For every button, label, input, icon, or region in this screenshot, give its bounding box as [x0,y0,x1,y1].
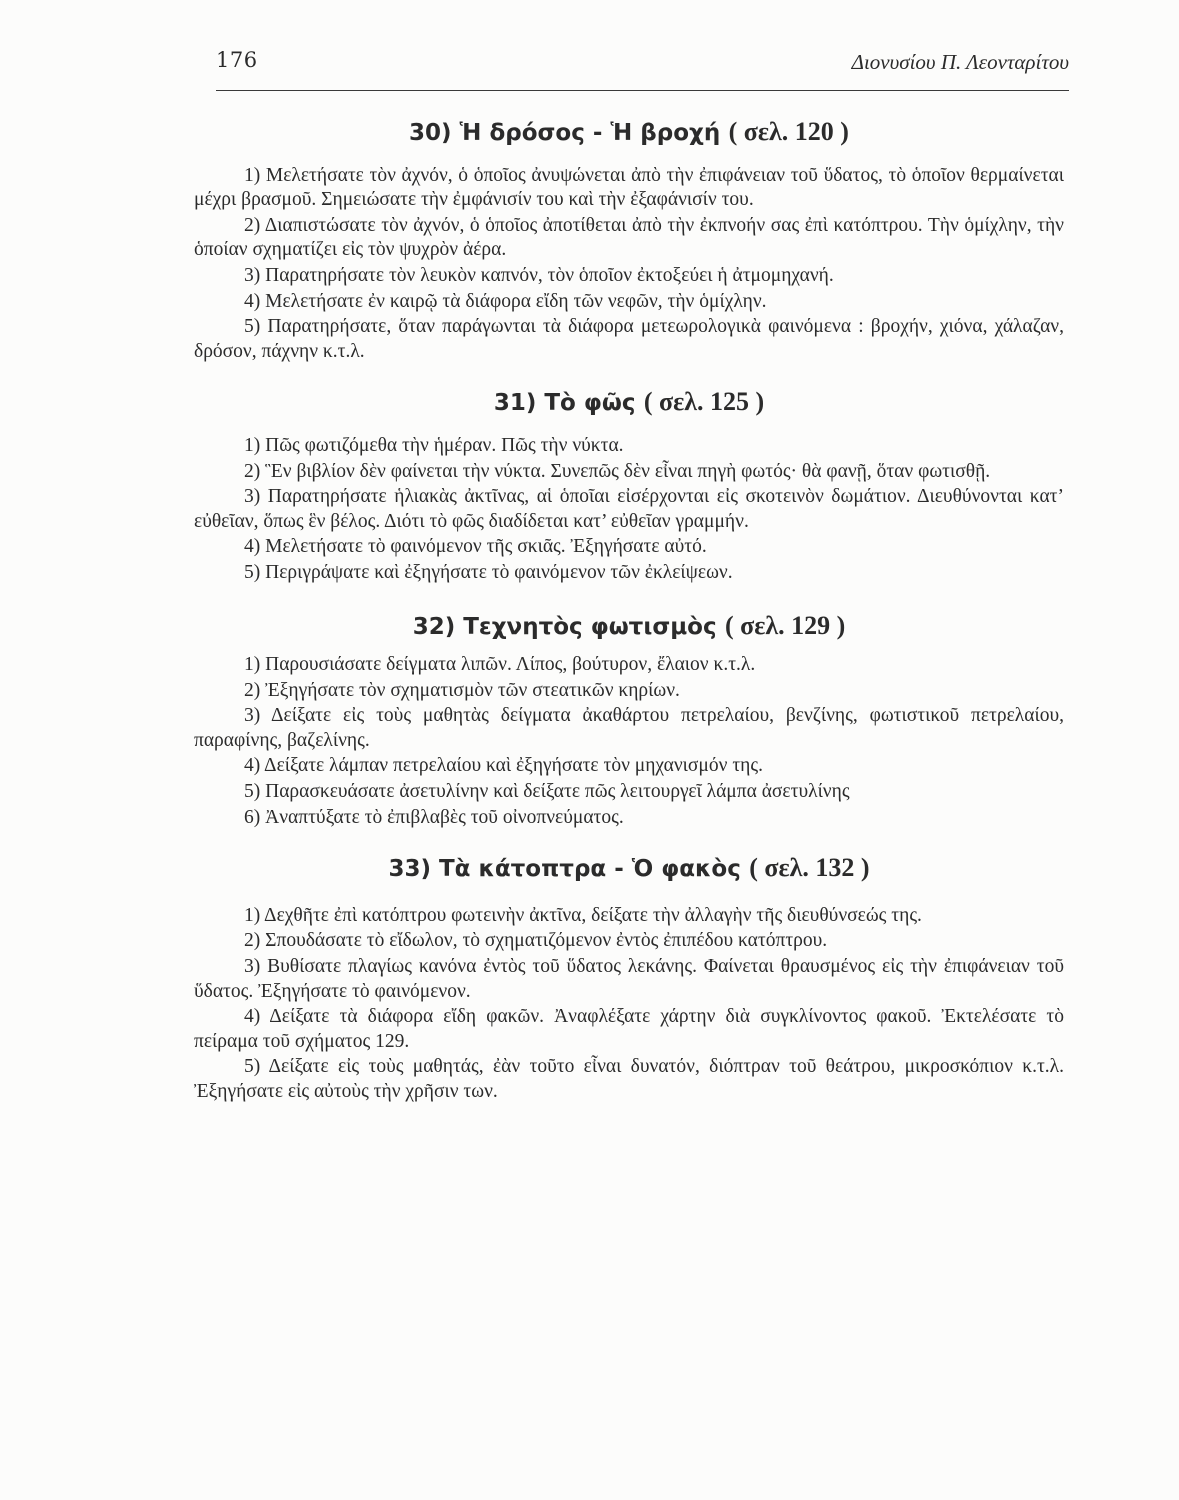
section-title: 32) Τεχνητὸς φωτισμὸς [412,613,717,640]
exercise-list [194,904,1064,1105]
exercise-item: 4) Δείξατε λάμπαν πετρελαίου καὶ ἐξηγήσατε τὸν μηχανισμόν της. [244,755,763,777]
page-header [216,46,1069,91]
exercise-item: 5) Περιγράψατε καὶ ἐξηγήσατε τὸ φαινόμενον τῶν ἐκλείψεων. [244,561,733,583]
exercise-list [194,653,1064,830]
exercise-item: 5) Δείξατε εἰς τοὺς μαθητάς, ἐὰν τοῦτο εἶναι δυνατόν, διόπτραν τοῦ θεάτρου, μικροσκόπιον κ.τ.λ. Ἐξηγήσατε εἰς αὐτοὺς τὴν χρῆσιν των. [194,1056,1064,1102]
exercise-item: 2) Διαπιστώσατε τὸν ἀχνόν, ὁ ὁποῖος ἀποτίθεται ἀπὸ τὴν ἐκπνοήν σας ἐπὶ κατόπτρου. Τὴν ὁμίχλην, τὴν ὁποίαν σχηματίζει εἰς τὸν ψυχρὸν ἀέρα. [194,214,1064,261]
section-31 [194,386,1064,585]
exercise-item: 3) Παρατηρήσατε τὸν λευκὸν καπνόν, τὸν ὁποῖον ἐκτοξεύει ἡ ἀτμομηχανή. [244,264,834,286]
section-heading [194,852,1064,884]
exercise-item: 2) Ἓν βιβλίον δὲν φαίνεται τὴν νύκτα. Συνεπῶς δὲν εἶναι πηγὴ φωτός· θὰ φανῇ, ὅταν φωτισθῇ. [244,460,991,482]
section-heading [194,386,1064,418]
exercise-item: 3) Βυθίσατε πλαγίως κανόνα ἐντὸς τοῦ ὕδατος λεκάνης. Φαίνεται θραυσμένος εἰς τὴν ἐπιφάνειαν τοῦ ὕδατος. Ἐξηγήσατε τὸ φαινόμενον. [194,956,1064,1002]
section-page-ref: ( σελ. 132 ) [749,853,870,883]
page-body [194,112,1064,1105]
exercise-item: 1) Δεχθῆτε ἐπὶ κατόπτρου φωτεινὴν ἀκτῖνα, δείξατε τὴν ἀλλαγὴν τῆς διευθύνσεώς της. [244,904,922,926]
exercise-item: 1) Πῶς φωτιζόμεθα τὴν ἡμέραν. Πῶς τὴν νύκτα. [244,434,624,456]
exercise-item: 5) Παρασκευάσατε ἀσετυλίνην καὶ δείξατε πῶς λειτουργεῖ λάμπα ἀσετυλίνης [244,781,850,803]
section-33 [194,852,1064,1104]
section-page-ref: ( σελ. 129 ) [724,610,846,640]
section-32 [194,610,1064,831]
section-page-ref: ( σελ. 120 ) [728,117,849,146]
exercise-list [194,434,1064,586]
section-heading [194,610,1064,642]
exercise-item: 4) Μελετήσατε τὸ φαινόμενον τῆς σκιᾶς. Ἐξηγήσατε αὐτό. [244,536,707,558]
section-title: 33) Τὰ κάτοπτρα - Ὁ φακὸς [388,856,741,883]
section-title: 30) Ἡ δρόσος - Ἡ βροχή [409,120,721,146]
exercise-item: 1) Μελετήσατε τὸν ἀχνόν, ὁ ὁποῖος ἀνυψώνεται ἀπὸ τὴν ἐπιφάνειαν τοῦ ὕδατος, τὸ ὁποῖον θερμαίνεται μέχρι βρασμοῦ. Σημειώσατε τὴν ἐμφάνισίν του καὶ τὴν ἐξαφάνισίν του. [194,164,1064,211]
section-heading [194,116,1064,148]
exercise-item: 2) Σπουδάσατε τὸ εἴδωλον, τὸ σχηματιζόμενον ἐντὸς ἐπιπέδου κατόπτρου. [244,930,828,952]
exercise-item: 6) Ἀναπτύξατε τὸ ἐπιβλαβὲς τοῦ οἰνοπνεύματος. [244,806,624,828]
running-head: Διονυσίου Π. Λεονταρίτου [851,50,1069,74]
exercise-item: 4) Μελετήσατε ἐν καιρῷ τὰ διάφορα εἴδη τῶν νεφῶν, τὴν ὁμίχλην. [244,290,767,312]
exercise-item: 3) Δείξατε εἰς τοὺς μαθητὰς δείγματα ἀκαθάρτου πετρελαίου, βενζίνης, φωτιστικοῦ πετρελαίου, παραφίνης, βαζελίνης. [194,705,1064,751]
section-30 [194,112,1064,364]
exercise-item: 2) Ἐξηγήσατε τὸν σχηματισμὸν τῶν στεατικῶν κηρίων. [244,679,680,701]
exercise-item: 5) Παρατηρήσατε, ὅταν παράγωνται τὰ διάφορα μετεωρολογικὰ φαινόμενα : βροχήν, χιόνα, χάλαζαν, δρόσον, πάχνην κ.τ.λ. [194,316,1064,362]
page-number: 176 [216,48,258,72]
section-page-ref: ( σελ. 125 ) [643,387,765,417]
exercise-item: 1) Παρουσιάσατε δείγματα λιπῶν. Λίπος, βούτυρον, ἔλαιον κ.τ.λ. [244,654,756,676]
section-title: 31) Τὸ φῶς [493,390,636,417]
exercise-item: 4) Δείξατε τὰ διάφορα εἴδη φακῶν. Ἀναφλέξατε χάρτην διὰ συγκλίνοντος φακοῦ. Ἐκτελέσατε τὸ πείραμα τοῦ σχήματος 129. [194,1006,1064,1052]
exercise-item: 3) Παρατηρήσατε ἡλιακὰς ἀκτῖνας, αἱ ὁποῖαι εἰσέρχονται εἰς σκοτεινὸν δωμάτιον. Διευθύνονται κατ’ εὐθεῖαν, ὅπως ἓν βέλος. Διότι τὸ φῶς διαδίδεται κατ’ εὐθεῖαν γραμμήν. [194,486,1064,532]
exercise-list [194,164,1064,365]
